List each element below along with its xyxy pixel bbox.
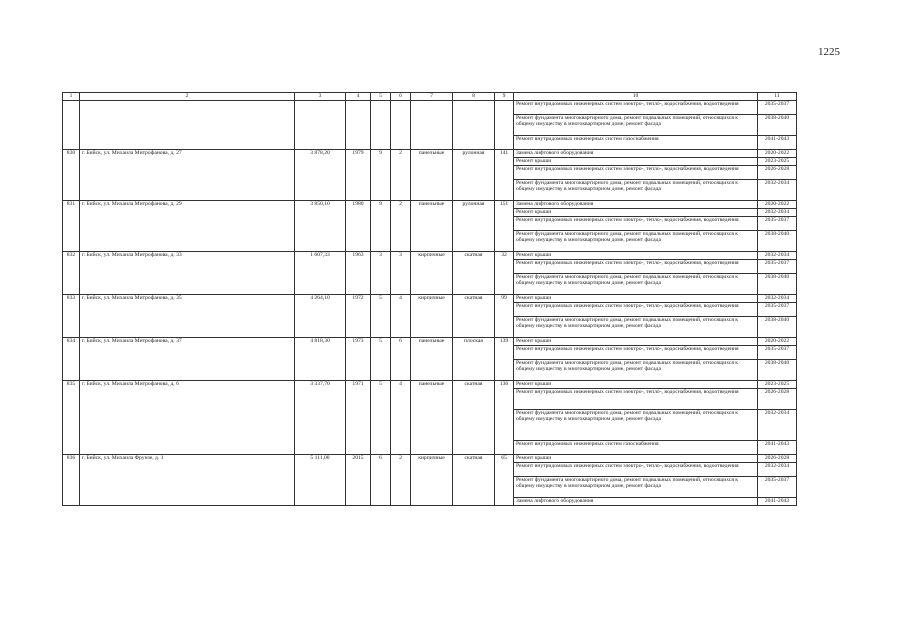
cell-empty	[411, 101, 453, 150]
cell-work: Ремонт внутридомовых инженерных систем газоснабжения	[514, 136, 758, 150]
cell-walls: кирпичные	[411, 252, 453, 295]
cell-roof: рулонная	[453, 150, 495, 201]
cell-period: 2026-2028	[758, 389, 797, 410]
cell-work: Ремонт крыши	[514, 455, 758, 463]
column-number: 8	[453, 93, 495, 101]
cell-period: 2035-2037	[758, 260, 797, 274]
cell-period: 2023-2025	[758, 158, 797, 166]
cell-walls: кирпичные	[411, 455, 453, 506]
cell-address: г. Бийск, ул. Михаила Митрофанова, д. 29	[80, 201, 295, 252]
cell-roof: скатная	[453, 295, 495, 338]
cell-period: 2035-2037	[758, 217, 797, 231]
table-row	[63, 201, 797, 209]
cell-period: 2041-2043	[758, 441, 797, 455]
cell-address: г. Бийск, ул. Михаила Фрунзе, д. 1	[80, 455, 295, 506]
cell-address: г. Бийск, ул. Михаила Митрофанова, д. 35	[80, 295, 295, 338]
cell-area: 4 818,30	[295, 338, 346, 381]
cell-work: Ремонт крыши	[514, 338, 758, 346]
cell-floors: 5	[371, 295, 391, 338]
cell-address: г. Бийск, ул. Михаила Митрофанова, д. 37	[80, 338, 295, 381]
cell-period: 2035-2037	[758, 303, 797, 317]
table-body	[63, 93, 797, 506]
column-number-row	[63, 93, 797, 101]
cell-period: 2020-2022	[758, 150, 797, 158]
cell-work: Ремонт фундамента многоквартирного дома, ремонт подвальных помещений, относящихся к общему имуществу в многоквартирном доме, ремонт фасада	[514, 274, 758, 295]
cell-work: Ремонт внутридомовых инженерных систем газоснабжения	[514, 441, 758, 455]
cell-work: Ремонт крыши	[514, 252, 758, 260]
cell-year: 1972	[346, 295, 371, 338]
cell-work: Ремонт фундамента многоквартирного дома, ремонт подвальных помещений, относящихся к общему имуществу в многоквартирном доме, ремонт фасада	[514, 231, 758, 252]
cell-empty	[453, 101, 495, 150]
cell-work: Ремонт фундамента многоквартирного дома, ремонт подвальных помещений, относящихся к общему имуществу в многоквартирном доме, ремонт фасада	[514, 410, 758, 441]
cell-floors: 9	[371, 201, 391, 252]
cell-year: 1963	[346, 252, 371, 295]
cell-empty	[346, 101, 371, 150]
cell-work: Ремонт внутридомовых инженерных систем электро-, тепло-, водоснабжения, водоотведения	[514, 303, 758, 317]
cell-empty	[495, 101, 514, 150]
cell-number: 836	[63, 455, 80, 506]
table-row	[63, 295, 797, 303]
cell-year: 1971	[346, 381, 371, 455]
cell-entrances: 4	[391, 381, 411, 455]
cell-work: Ремонт внутридомовых инженерных систем электро-, тепло-, водоснабжения, водоотведения	[514, 346, 758, 360]
cell-empty	[371, 101, 391, 150]
column-number: 10	[514, 93, 758, 101]
cell-area: 3 878,20	[295, 150, 346, 201]
cell-period: 2041-2043	[758, 136, 797, 150]
cell-work: Ремонт внутридомовых инженерных систем электро-, тепло-, водоснабжения, водоотведения	[514, 101, 758, 115]
cell-year: 1973	[346, 338, 371, 381]
cell-walls: панельные	[411, 338, 453, 381]
cell-roof: скатная	[453, 252, 495, 295]
cell-area: 4 264,10	[295, 295, 346, 338]
cell-period: 2032-2034	[758, 463, 797, 477]
cell-work: Ремонт крыши	[514, 381, 758, 389]
cell-work: Ремонт фундамента многоквартирного дома, ремонт подвальных помещений, относящихся к общему имуществу в многоквартирном доме, ремонт фасада	[514, 477, 758, 498]
cell-area: 1 607,33	[295, 252, 346, 295]
column-number: 3	[295, 93, 346, 101]
cell-number: 831	[63, 201, 80, 252]
column-number: 1	[63, 93, 80, 101]
cell-residents: 151	[495, 201, 514, 252]
cell-number: 832	[63, 252, 80, 295]
cell-residents: 139	[495, 338, 514, 381]
cell-work: Ремонт внутридомовых инженерных систем электро-, тепло-, водоснабжения, водоотведения	[514, 166, 758, 180]
cell-residents: 65	[495, 455, 514, 506]
cell-roof: скатная	[453, 455, 495, 506]
cell-work: Ремонт крыши	[514, 295, 758, 303]
cell-year: 2015	[346, 455, 371, 506]
cell-entrances: 2	[391, 150, 411, 201]
cell-entrances: 6	[391, 338, 411, 381]
cell-work: Замена лифтового оборудования	[514, 498, 758, 506]
cell-work: Ремонт внутридомовых инженерных систем электро-, тепло-, водоснабжения, водоотведения	[514, 389, 758, 410]
cell-period: 2035-2037	[758, 477, 797, 498]
cell-work: Замена лифтового оборудования	[514, 150, 758, 158]
cell-address: г. Бийск, ул. Михаила Митрофанова, д. 33	[80, 252, 295, 295]
cell-period: 2041-2043	[758, 498, 797, 506]
column-number: 7	[411, 93, 453, 101]
column-number: 4	[346, 93, 371, 101]
cell-work: Ремонт крыши	[514, 209, 758, 217]
column-number: 11	[758, 93, 797, 101]
cell-work: Замена лифтового оборудования	[514, 201, 758, 209]
cell-period: 2032-2034	[758, 180, 797, 201]
cell-work: Ремонт фундамента многоквартирного дома, ремонт подвальных помещений, относящихся к общему имуществу в многоквартирном доме, ремонт фасада	[514, 180, 758, 201]
cell-walls: панельные	[411, 150, 453, 201]
column-number: 5	[371, 93, 391, 101]
cell-work: Ремонт внутридомовых инженерных систем электро-, тепло-, водоснабжения, водоотведения	[514, 260, 758, 274]
cell-roof: плоская	[453, 338, 495, 381]
column-number: 2	[80, 93, 295, 101]
cell-number: 835	[63, 381, 80, 455]
cell-walls: панельные	[411, 201, 453, 252]
cell-period: 2026-2028	[758, 455, 797, 463]
column-number: 6	[391, 93, 411, 101]
cell-period: 2032-2034	[758, 252, 797, 260]
cell-floors: 3	[371, 252, 391, 295]
table-row	[63, 150, 797, 158]
cell-work: Ремонт внутридомовых инженерных систем электро-, тепло-, водоснабжения, водоотведения	[514, 463, 758, 477]
cell-period: 2020-2022	[758, 201, 797, 209]
cell-period: 2032-2034	[758, 295, 797, 303]
cell-empty	[295, 101, 346, 150]
cell-address: г. Бийск, ул. Михаила Митрофанова, д. 6	[80, 381, 295, 455]
cell-period: 2035-2037	[758, 101, 797, 115]
cell-entrances: 2	[391, 455, 411, 506]
cell-number: 830	[63, 150, 80, 201]
cell-work: Ремонт фундамента многоквартирного дома, ремонт подвальных помещений, относящихся к общему имуществу в многоквартирном доме, ремонт фасада	[514, 317, 758, 338]
cell-floors: 6	[371, 455, 391, 506]
cell-entrances: 2	[391, 201, 411, 252]
cell-work: Ремонт внутридомовых инженерных систем электро-, тепло-, водоснабжения, водоотведения	[514, 217, 758, 231]
cell-area: 3 337,70	[295, 381, 346, 455]
table-row	[63, 252, 797, 260]
cell-area: 5 111,00	[295, 455, 346, 506]
cell-number: 833	[63, 295, 80, 338]
cell-entrances: 3	[391, 252, 411, 295]
cell-period: 2032-2034	[758, 410, 797, 441]
cell-walls: кирпичные	[411, 295, 453, 338]
cell-area: 3 850,10	[295, 201, 346, 252]
cell-walls: панельные	[411, 381, 453, 455]
cell-address	[80, 101, 295, 150]
cell-floors: 5	[371, 381, 391, 455]
cell-year: 1980	[346, 201, 371, 252]
cell-period: 2038-2040	[758, 115, 797, 136]
cell-work: Ремонт фундамента многоквартирного дома, ремонт подвальных помещений, относящихся к общему имуществу в многоквартирном доме, ремонт фасада	[514, 115, 758, 136]
cell-residents: 141	[495, 150, 514, 201]
cell-year: 1979	[346, 150, 371, 201]
cell-period: 2026-2028	[758, 166, 797, 180]
cell-number: 834	[63, 338, 80, 381]
cell-residents: 136	[495, 381, 514, 455]
cell-period: 2023-2025	[758, 381, 797, 389]
cell-period: 2038-2040	[758, 231, 797, 252]
cell-number	[63, 101, 80, 150]
cell-period: 2032-2034	[758, 209, 797, 217]
cell-floors: 5	[371, 338, 391, 381]
cell-work: Ремонт фундамента многоквартирного дома, ремонт подвальных помещений, относящихся к общему имуществу в многоквартирном доме, ремонт фасада	[514, 360, 758, 381]
cell-period: 2038-2040	[758, 360, 797, 381]
cell-roof: скатная	[453, 381, 495, 455]
cell-empty	[391, 101, 411, 150]
cell-period: 2035-2037	[758, 346, 797, 360]
cell-period: 2038-2040	[758, 274, 797, 295]
cell-period: 2020-2022	[758, 338, 797, 346]
table-row	[63, 455, 797, 463]
page-number: 1225	[818, 46, 840, 58]
cell-residents: 32	[495, 252, 514, 295]
cell-address: г. Бийск, ул. Михаила Митрофанова, д. 27	[80, 150, 295, 201]
cell-period: 2038-2040	[758, 317, 797, 338]
table-row	[63, 101, 797, 115]
column-number: 9	[495, 93, 514, 101]
table-row	[63, 381, 797, 389]
cell-roof: рулонная	[453, 201, 495, 252]
cell-work: Ремонт крыши	[514, 158, 758, 166]
table-row	[63, 338, 797, 346]
capital-repair-table	[62, 92, 797, 506]
cell-entrances: 4	[391, 295, 411, 338]
cell-floors: 9	[371, 150, 391, 201]
cell-residents: 99	[495, 295, 514, 338]
